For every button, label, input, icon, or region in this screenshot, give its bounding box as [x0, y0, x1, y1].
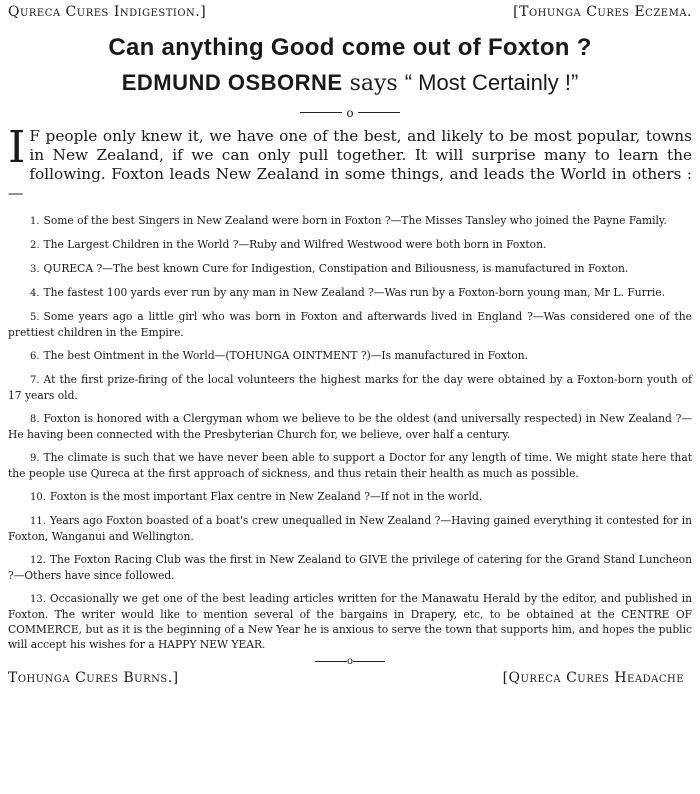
- list-item: [8, 213, 692, 229]
- list-item: [8, 285, 692, 301]
- item-number: 12.: [30, 554, 46, 566]
- bottom-divider-mark: o: [346, 655, 354, 667]
- list-item: [8, 348, 692, 364]
- bottom-divider-rule-right: [353, 661, 385, 662]
- numbered-list: [8, 213, 692, 652]
- item-text: Some of the best Singers in New Zealand were born in Foxton ?—The Misses Tansley who joined the Payne Family.: [43, 213, 667, 227]
- item-text: At the first prize-firing of the local volunteers the highest marks for the day were obtained by a Foxton-born youth of 17 years old.: [8, 372, 692, 402]
- item-number: 5.: [30, 311, 40, 323]
- headline: Can anything Good come out of Foxton ?: [108, 34, 592, 61]
- intro-text: F people only knew it, we have one of the best, and likely to be most popular, towns in New Zealand, if we can only pull together. It will surprise many to learn the following. Foxton leads New Zealand in some things, and leads the World in others :—: [8, 126, 692, 202]
- item-text: Foxton is honored with a Clergyman whom we believe to be the oldest (and universally respected) in New Zealand ?—He having been connected with the Presbyterian Church for, we believe, over half a century.: [8, 411, 692, 441]
- item-number: 3.: [30, 263, 40, 275]
- list-item: [8, 237, 692, 253]
- bottom-banner: [8, 670, 692, 686]
- item-text: Years ago Foxton boasted of a boat's crew unequalled in New Zealand ?—Having gained everything it contested for in Foxton, Wanganui and Wellington.: [8, 513, 692, 543]
- item-text: QURECA ?—The best known Cure for Indigestion, Constipation and Biliousness, is manufactured in Foxton.: [43, 261, 629, 275]
- list-item: [8, 552, 692, 583]
- item-text: Some years ago a little girl who was born in Foxton and afterwards lived in England ?—Was considered one of the prettiest children in the Empire.: [8, 309, 692, 339]
- quote-text: “ Most Certainly !”: [404, 70, 579, 95]
- list-item: [8, 309, 692, 340]
- item-text: The Largest Children in the World ?—Ruby and Wilfred Westwood were both born in Foxton.: [43, 237, 547, 251]
- bottom-divider-rule-left: [315, 661, 347, 662]
- item-number: 2.: [30, 239, 40, 251]
- divider-mark: o: [346, 105, 354, 120]
- divider-rule-right: [358, 112, 400, 113]
- item-number: 9.: [30, 452, 40, 464]
- list-item: [8, 450, 692, 481]
- divider-rule-left: [300, 112, 342, 113]
- bottom-right-slogan: [Qureca Cures Headache: [502, 669, 684, 686]
- subheadline: [8, 70, 692, 96]
- section-divider: [8, 106, 692, 119]
- item-text: The best Ointment in the World—(TOHUNGA OINTMENT ?)—Is manufactured in Foxton.: [43, 348, 528, 362]
- item-number: 4.: [30, 287, 40, 299]
- list-item: [8, 513, 692, 544]
- item-number: 11.: [30, 515, 46, 527]
- item-text: The fastest 100 yards ever run by any man in New Zealand ?—Was run by a Foxton-born young man, Mr L. Furrie.: [43, 285, 665, 299]
- list-item: [8, 489, 692, 505]
- top-banner: [8, 4, 692, 20]
- list-item: [8, 372, 692, 403]
- item-text: The Foxton Racing Club was the first in New Zealand to GIVE the privilege of catering for the Grand Stand Luncheon ?—Others have since followed.: [8, 552, 692, 582]
- author-name: EDMUND OSBORNE: [121, 70, 343, 95]
- bottom-left-slogan: Tohunga Cures Burns.]: [8, 669, 179, 686]
- item-number: 7.: [30, 374, 40, 386]
- list-item: [8, 411, 692, 442]
- item-text: Foxton is the most important Flax centre in New Zealand ?—If not in the world.: [49, 489, 483, 503]
- item-number: 6.: [30, 350, 40, 362]
- item-number: 13.: [30, 593, 46, 605]
- item-number: 1.: [30, 215, 40, 227]
- item-text: Occasionally we get one of the best leading articles written for the Manawatu Herald by the editor, and published in Foxton. The writer would like to mention several of the bargains in Drapery, etc, to be obtained at the CENTRE OF COMMERCE, but as it is the beginning of a New Year he is anxious to serve the town that supports him, and hopes the public will accept his wishes for a HAPPY NEW YEAR.: [8, 591, 692, 651]
- item-text: The climate is such that we have never been able to support a Doctor for any length of time. We might state here that the people use Qureca at the first approach of sickness, and thus retain their health as much as possible.: [8, 450, 692, 480]
- says-text: says: [342, 71, 405, 96]
- bottom-divider: [8, 655, 692, 667]
- list-item: [8, 261, 692, 277]
- list-item: [8, 591, 692, 652]
- item-number: 10.: [30, 491, 46, 503]
- top-right-slogan: [Tohunga Cures Eczema.: [513, 4, 692, 20]
- intro-paragraph: [8, 121, 692, 203]
- drop-cap: I: [8, 121, 26, 173]
- item-number: 8.: [30, 413, 40, 425]
- top-left-slogan: Qureca Cures Indigestion.]: [8, 4, 207, 20]
